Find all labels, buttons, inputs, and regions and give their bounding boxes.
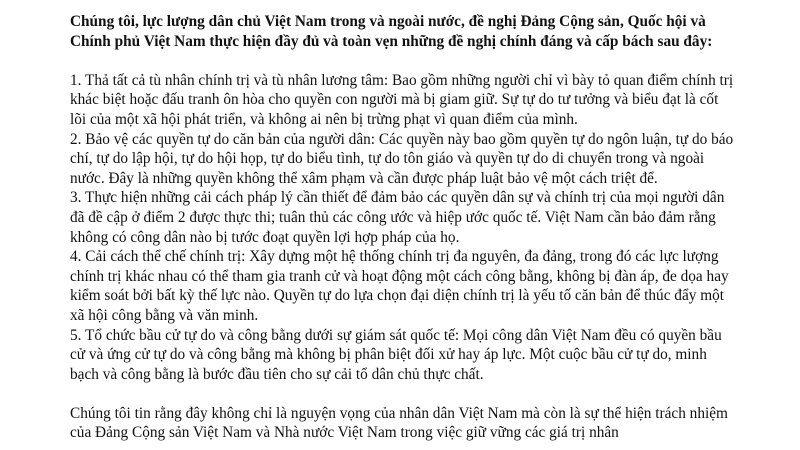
- intro-paragraph: Chúng tôi, lực lượng dân chủ Việt Nam trong và ngoài nước, đề nghị Đảng Cộng sản, Quốc hội và Chính phủ Việt Nam thực hiện đầy đủ và toàn vẹn những đề nghị chính đáng và cấp bách sau đây:: [70, 13, 713, 50]
- list-item-3: 3. Thực hiện những cải cách pháp lý cần thiết để đảm bảo các quyền dân sự và chính trị của mọi người dân đã đề cập ở điểm 2 được thực thi; tuân thủ các công ước và hiệp ước quốc tế. Việt Nam cần bảo đảm rằng không có công dân nào bị tước đoạt quyền lợi hợp pháp của họ.: [70, 189, 725, 246]
- list-item-2: 2. Bảo vệ các quyền tự do căn bản của người dân: Các quyền này bao gồm quyền tự do ngôn luận, tự do báo chí, tự do lập hội, tự do hội họp, tự do biểu tình, tự do tôn giáo và quyền tự do di chuyển trong và ngoài nước. Đây là những quyền không thể xâm phạm và cần được pháp luật bảo vệ một cách triệt để.: [70, 130, 734, 187]
- list-item-1: 1. Thả tất cả tù nhân chính trị và tù nhân lương tâm: Bao gồm những người chỉ vì bày tỏ quan điểm chính trị khác biệt hoặc đấu tranh ôn hòa cho quyền con người mà bị giam giữ. Sự tự do tư tưởng và biểu đạt là cốt lõi của một xã hội phát triển, và không ai nên bị trừng phạt vì quan điểm của mình.: [70, 71, 734, 128]
- list-item-5: 5. Tổ chức bầu cử tự do và công bằng dưới sự giám sát quốc tế: Mọi công dân Việt Nam đều có quyền bầu cử và ứng cử tự do và công bằng mà không bị phân biệt đối xử hay áp lực. Một cuộc bầu cử tự do, minh bạch và công bằng là bước đầu tiên cho sự cải tổ dân chủ thực chất.: [70, 326, 722, 383]
- document-page: [70, 12, 738, 443]
- closing-paragraph: Chúng tôi tin rằng đây không chỉ là nguyện vọng của nhân dân Việt Nam mà còn là sự thể hiện trách nhiệm của Đảng Cộng sản Việt Nam và Nhà nước Việt Nam trong việc giữ vững các giá trị nhân: [70, 404, 728, 442]
- list-item-4: 4. Cải cách thể chế chính trị: Xây dựng một hệ thống chính trị đa nguyên, đa đảng, trong đó các lực lượng chính trị khác nhau có thể tham gia tranh cử và hoạt động một cách công bằng, không bị đàn áp, đe dọa hay kiểm soát bởi bất kỳ thế lực nào. Quyền tự do lựa chọn đại diện chính trị là yếu tố căn bản để thúc đẩy một xã hội công bằng và văn minh.: [70, 248, 729, 324]
